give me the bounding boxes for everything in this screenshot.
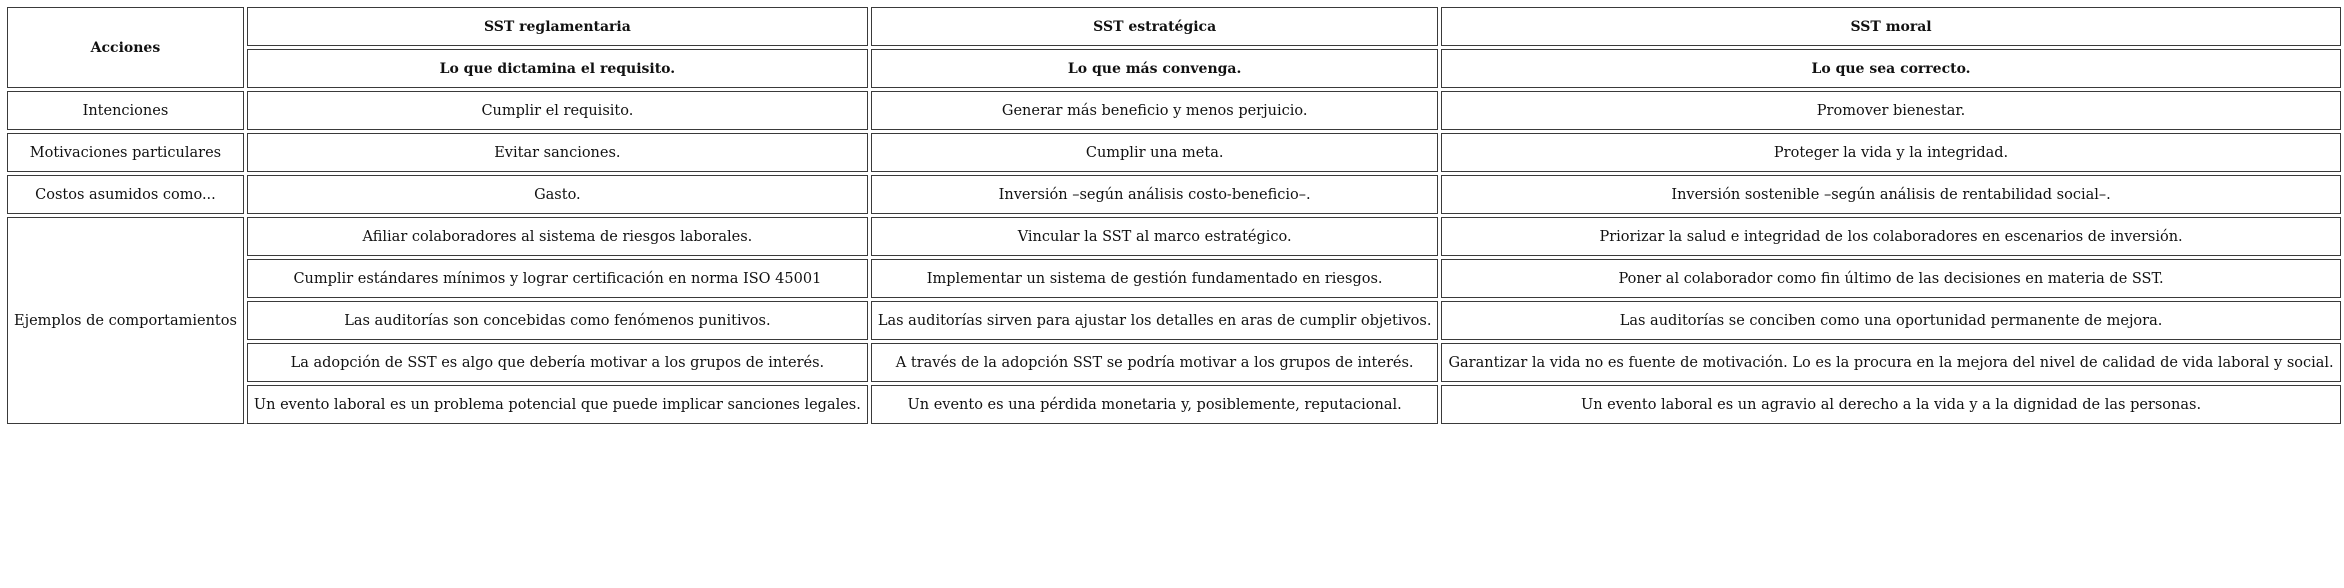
- table-cell: Promover bienestar.: [1441, 91, 2340, 130]
- table-cell: Las auditorías se conciben como una oportunidad permanente de mejora.: [1441, 301, 2340, 340]
- row-label: Costos asumidos como...: [7, 175, 244, 214]
- row-label-examples: Ejemplos de comportamientos: [7, 217, 244, 424]
- table-cell: Priorizar la salud e integridad de los colaboradores en escenarios de inversión.: [1441, 217, 2340, 256]
- table-row: [7, 217, 2341, 256]
- table-row: [7, 175, 2341, 214]
- table-cell: Proteger la vida y la integridad.: [1441, 133, 2340, 172]
- column-title-moral: SST moral: [1441, 7, 2340, 46]
- row-label: Intenciones: [7, 91, 244, 130]
- table-cell: Cumplir el requisito.: [247, 91, 868, 130]
- table-row: [7, 133, 2341, 172]
- corner-header: Acciones: [7, 7, 244, 88]
- column-title-estrategica: SST estratégica: [871, 7, 1439, 46]
- table-row: [7, 301, 2341, 340]
- table-cell: Cumplir una meta.: [871, 133, 1439, 172]
- table-cell: Un evento es una pérdida monetaria y, posiblemente, reputacional.: [871, 385, 1439, 424]
- column-subtitle-moral: Lo que sea correcto.: [1441, 49, 2340, 88]
- table-cell: Garantizar la vida no es fuente de motivación. Lo es la procura en la mejora del nivel de calidad de vida laboral y social.: [1441, 343, 2340, 382]
- table-cell: Afiliar colaboradores al sistema de riesgos laborales.: [247, 217, 868, 256]
- column-subtitle-reglamentaria: Lo que dictamina el requisito.: [247, 49, 868, 88]
- column-title-reglamentaria: SST reglamentaria: [247, 7, 868, 46]
- table-row: [7, 385, 2341, 424]
- table-cell: La adopción de SST es algo que debería motivar a los grupos de interés.: [247, 343, 868, 382]
- table-cell: A través de la adopción SST se podría motivar a los grupos de interés.: [871, 343, 1439, 382]
- table-cell: Un evento laboral es un agravio al derecho a la vida y a la dignidad de las personas.: [1441, 385, 2340, 424]
- table-row: [7, 91, 2341, 130]
- table-cell: Evitar sanciones.: [247, 133, 868, 172]
- table-cell: Cumplir estándares mínimos y lograr certificación en norma ISO 45001: [247, 259, 868, 298]
- row-label: Motivaciones particulares: [7, 133, 244, 172]
- table-cell: Las auditorías sirven para ajustar los detalles en aras de cumplir objetivos.: [871, 301, 1439, 340]
- table-cell: Inversión sostenible –según análisis de rentabilidad social–.: [1441, 175, 2340, 214]
- table-row: [7, 259, 2341, 298]
- sst-comparison-table: [4, 4, 2344, 427]
- table-row: [7, 343, 2341, 382]
- table-cell: Vincular la SST al marco estratégico.: [871, 217, 1439, 256]
- table-cell: Implementar un sistema de gestión fundamentado en riesgos.: [871, 259, 1439, 298]
- table-cell: Las auditorías son concebidas como fenómenos punitivos.: [247, 301, 868, 340]
- table-cell: Inversión –según análisis costo-beneficio–.: [871, 175, 1439, 214]
- table-cell: Un evento laboral es un problema potencial que puede implicar sanciones legales.: [247, 385, 868, 424]
- header-row: [7, 7, 2341, 46]
- table-cell: Gasto.: [247, 175, 868, 214]
- table-cell: Generar más beneficio y menos perjuicio.: [871, 91, 1439, 130]
- column-subtitle-estrategica: Lo que más convenga.: [871, 49, 1439, 88]
- subheader-row: [7, 49, 2341, 88]
- table-cell: Poner al colaborador como fin último de las decisiones en materia de SST.: [1441, 259, 2340, 298]
